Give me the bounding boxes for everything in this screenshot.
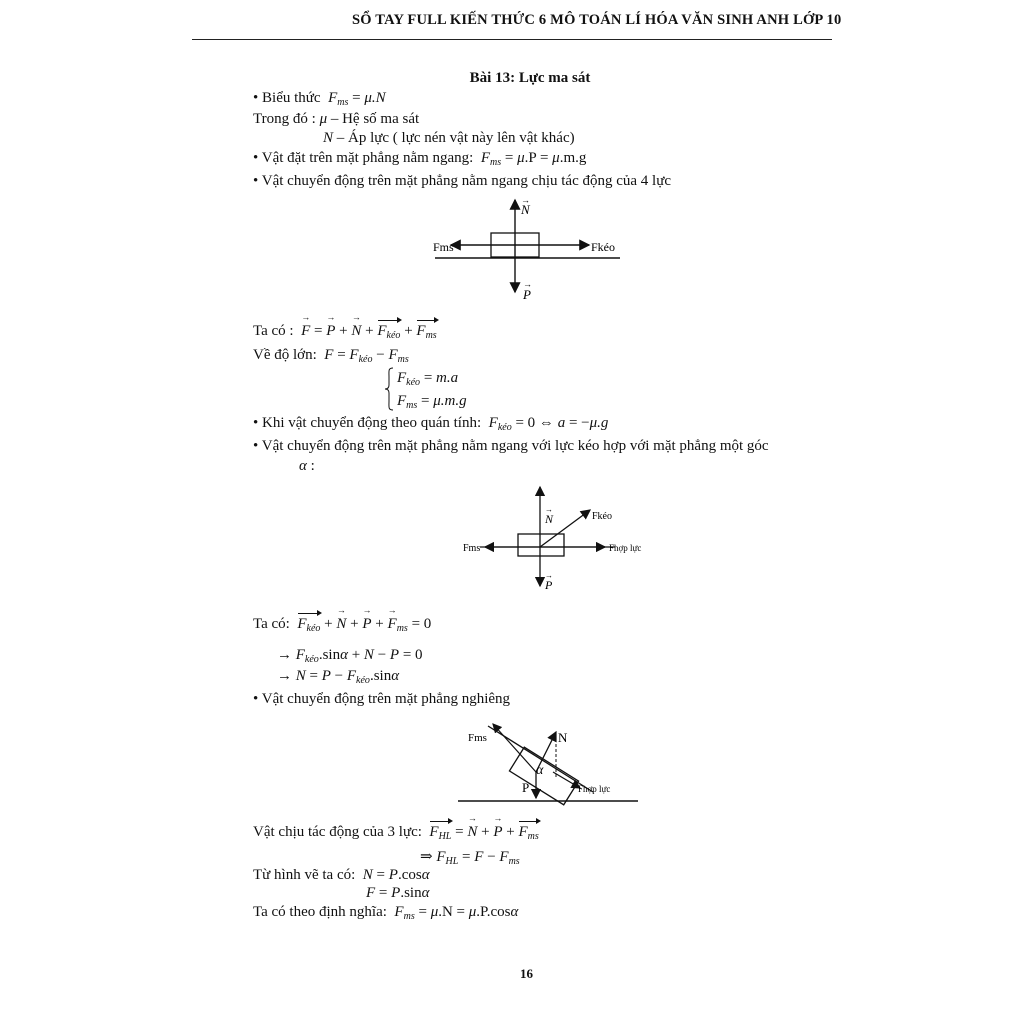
header-divider [192,39,832,40]
ta-co-dinh-nghia-label: Ta có theo định nghĩa: [253,904,387,920]
n-definition-line: N – Áp lực ( lực nén vật này lên vật khác) [323,130,575,146]
four-forces-line: • Vật chuyển động trên mặt phẳng nằm ngang chịu tác động của 4 lực [253,173,672,189]
d3-label-alpha: α [536,763,544,778]
inertia-label: Khi vật chuyển động theo quán tính: [262,415,482,431]
svg-text:→: → [545,571,553,580]
diagram-angled-pull [455,478,675,596]
three-forces-result: ⇒ $F_{HL} = F - F_{ms}$ [420,849,520,867]
d2-label-fhl: Fhợp lực [609,543,642,553]
svg-text:→: → [545,505,553,514]
system-brace [384,367,394,411]
vector-sum-line-1: Ta có : → F = → P + → $N + F_{kéo} + F_{ms}$ [253,323,437,340]
d2-label-fms: Fms [463,543,481,554]
magnitude-line: Về độ lớn: $F = F_{kéo} - F_{ms}$ [253,347,409,365]
d2-label-n: N [545,512,554,526]
derivation-line-2: → $N = P - F_{kéo}.\sin\alpha$ [277,668,400,686]
three-forces-label: Vật chịu tác động của 3 lực: [253,824,422,840]
d1-label-n: N [521,202,530,217]
ta-co-label-1: Ta có : [253,323,294,339]
four-forces-label: Vật chuyển động trên mặt phẳng nằm ngang chịu tác động của 4 lực [261,173,672,189]
ta-co-label-2: Ta có: [253,616,290,632]
page-header-title: SỔ TAY FULL KIẾN THỨC 6 MÔ TOÁN LÍ HÓA VĂN SINH ANH LỚP 10 [352,12,842,28]
horizontal-formula-line: • Vật đặt trên mặt phẳng nằm ngang: $F_{ms} = \mu.P = \mu.m.g$ [253,150,587,168]
lesson-title: Bài 13: Lực ma sát [469,70,591,86]
d2-label-p: P [545,578,553,592]
trong-do-line: Trong đó : μ – Hệ số ma sát [253,111,420,127]
formula-line-bieu-thuc: • Biểu thức $F_{ms} = \mu.N$ [253,90,386,108]
d1-label-p: P [523,287,531,302]
definition-line: Ta có theo định nghĩa: $F_{ms} = \mu.N = \mu.P.\cos\alpha$ [253,904,519,922]
from-figure-line: Từ hình vẽ ta có: N = P.cosα [253,867,430,883]
d3-label-fhl: Fhợp lực [578,784,611,794]
mu-definition: – Hệ số ma sát [330,111,420,127]
system-eq-1: $F_{kéo} = m.a$ [397,370,459,388]
n-definition: – Áp lực ( lực nén vật này lên vật khác) [336,130,575,146]
vector-sum-line-2: Ta có: $F_{kéo}$ + → N + → P + → $F_{ms} = 0$ [253,616,431,633]
incline-label: Vật chuyển động trên mặt phẳng nghiêng [261,691,511,707]
horizontal-label: Vật đặt trên mặt phẳng nằm ngang: [261,150,474,166]
d1-label-fms: Fms [433,240,454,254]
derivation-line-1: → $F_{kéo}.\sin\alpha + N - P = 0$ [277,647,423,665]
ve-do-lon-label: Về độ lớn: [253,347,317,363]
trong-do-label: Trong đó : [253,111,316,127]
inertia-line: • Khi vật chuyển động theo quán tính: $F_{kéo} = 0$ ⇔ a = −μ.g [253,415,609,433]
angle-pull-line-2: α : [299,458,315,474]
d3-label-n: N [558,730,568,745]
d1-label-fkeo: Fkéo [591,240,615,254]
svg-text:→: → [521,195,530,205]
d3-label-p: P [522,780,530,795]
three-forces-line: Vật chịu tác động của 3 lực: $F_{HL}$ = → N + → $P + F_{ms}$ [253,824,539,841]
bieu-thuc-label: Biểu thức [262,90,321,106]
bullet: • [253,90,259,106]
system-eq-2: $F_{ms} = \mu.m.g$ [397,393,467,411]
d2-label-fkeo: Fkéo [592,511,612,522]
diagram-inclined-plane [408,712,658,812]
angle-pull-label: Vật chuyển động trên mặt phẳng nằm ngang với lực kéo hợp với mặt phẳng một góc [261,438,769,454]
page-number: 16 [520,966,533,981]
from-figure-line-2: F = P.sinα [366,885,430,901]
diagram-horizontal-four-forces [365,192,695,304]
incline-line: • Vật chuyển động trên mặt phẳng nghiêng [253,691,511,707]
tu-hinh-ve-label: Từ hình vẽ ta có: [253,867,356,883]
d3-label-fms: Fms [468,732,487,744]
svg-text:→: → [523,279,532,289]
angle-pull-line-1: • Vật chuyển động trên mặt phẳng nằm ngang với lực kéo hợp với mặt phẳng một góc [253,438,769,454]
